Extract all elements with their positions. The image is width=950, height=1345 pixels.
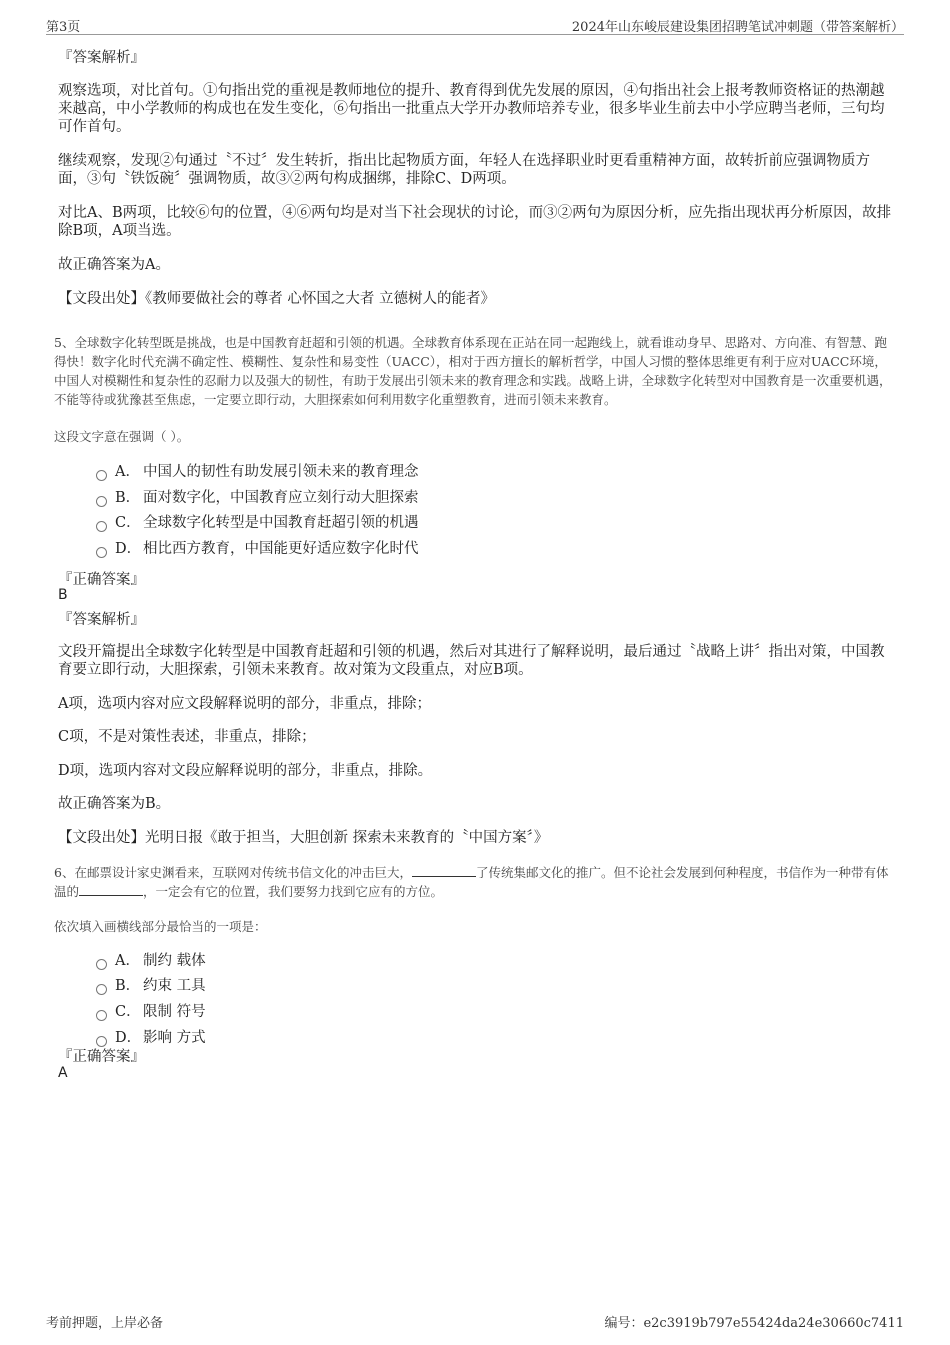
q4-analysis-label: 『答案解析』 <box>58 50 145 66</box>
q5-answer: B <box>58 587 68 603</box>
footer-slogan: 考前押题，上岸必备 <box>46 1316 164 1331</box>
q6-answer: A <box>58 1065 68 1081</box>
q5-option-b[interactable]: B． 面对数字化，中国教育应立刻行动大胆探索 <box>96 489 419 507</box>
radio-icon[interactable] <box>96 984 107 995</box>
q6-option-b[interactable]: B． 约束 工具 <box>96 977 206 995</box>
page-header <box>46 14 904 35</box>
q4-analysis-para1: 观察选项，对比首句。①句指出党的重视是教师地位的提升、教育得到优先发展的原因，④句指出社会上报考教师资格证的热潮越来越高，中小学教师的构成也在发生变化，⑥句指出一批重点大学开办教师培养专业，很多毕业生前去中小学应聘当老师，三句均可作首句。 <box>58 83 885 135</box>
q5-analysis-para1: 文段开篇提出全球数字化转型是中国教育赶超和引领的机遇，然后对其进行了解释说明，最后通过〝战略上讲〞指出对策，中国教育要立即行动，大胆探索，引领未来教育。故对策为文段重点，对应B项。 <box>58 644 885 678</box>
document-title: 2024年山东峻辰建设集团招聘笔试冲刺题（带答案解析） <box>571 20 904 35</box>
q4-source: 【文段出处】《教师要做社会的尊者 心怀国之大者 立德树人的能者》 <box>58 291 495 307</box>
q6-answer-label: 『正确答案』 <box>58 1049 145 1065</box>
q5-stem: 5、全球数字化转型既是挑战，也是中国教育赶超和引领的机遇。全球教育体系现在正站在同一起跑线上，就看谁动身早、思路对、方向准、有智慧、跑得快！数字化时代充满不确定性、模糊性、复杂性和易变性（UACC），相对于西方擅长的解析哲学，中国人习惯的整体思维更有利于应对UACC环境，中国人对模糊性和复杂性的忍耐力以及强大的韧性，有助于发展出引领未来的教育理念和实践。战略上讲，全球数字化转型对中国教育是一次重要机遇，不能等待或犹豫甚至焦虑，一定要立即行动，大胆探索如何利用数字化重塑教育，进而引领未来教育。 <box>54 335 892 407</box>
q6-option-c[interactable]: C． 限制 符号 <box>96 1003 206 1021</box>
radio-icon[interactable] <box>96 521 107 532</box>
radio-icon[interactable] <box>96 1010 107 1021</box>
radio-icon[interactable] <box>96 959 107 970</box>
fill-blank-1 <box>412 864 476 877</box>
q5-source: 【文段出处】光明日报《敢于担当，大胆创新 探索未来教育的〝中国方案〞》 <box>58 830 549 846</box>
q4-analysis-para2: 继续观察，发现②句通过〝不过〞发生转折，指出比起物质方面，年轻人在选择职业时更看重精神方面，故转折前应强调物质方面，③句〝铁饭碗〞强调物质，故③②两句构成捆绑，排除C、D两项。 <box>58 153 870 187</box>
radio-icon[interactable] <box>96 496 107 507</box>
q5-conclusion: 故正确答案为B。 <box>58 796 171 812</box>
q5-option-a[interactable]: A． 中国人的韧性有助发展引领未来的教育理念 <box>96 463 419 481</box>
q5-analysis-para2: A项，选项内容对应文段解释说明的部分，非重点，排除； <box>58 696 431 712</box>
q5-option-c[interactable]: C． 全球数字化转型是中国教育赶超引领的机遇 <box>96 514 419 532</box>
document-code: 编号：e2c3919b797e55424da24e30660c7411 <box>604 1316 904 1331</box>
q5-question: 这段文字意在强调（ ）。 <box>54 429 190 444</box>
q5-answer-label: 『正确答案』 <box>58 572 145 588</box>
q6-option-a[interactable]: A． 制约 载体 <box>96 952 206 970</box>
page-number: 第3页 <box>46 20 81 35</box>
radio-icon[interactable] <box>96 470 107 481</box>
q5-analysis-para4: D项，选项内容对文段应解释说明的部分，非重点，排除。 <box>58 763 433 779</box>
q6-question: 依次填入画横线部分最恰当的一项是： <box>54 919 267 934</box>
q5-option-d[interactable]: D． 相比西方教育，中国能更好适应数字化时代 <box>96 540 419 558</box>
q5-analysis-para3: C项，不是对策性表述，非重点，排除； <box>58 729 316 745</box>
q4-conclusion: 故正确答案为A。 <box>58 257 170 273</box>
fill-blank-2 <box>79 883 143 896</box>
q6-stem: 6、在邮票设计家史渊看来，互联网对传统书信文化的冲击巨大， 了传统集邮文化的推广。但不论社会发展到何种程度，书信作为一种带有体温的 ，一定会有它的位置，我们要努力找到它应有的方位。 <box>54 865 889 899</box>
q4-analysis-para3: 对比A、B两项，比较⑥句的位置，④⑥两句均是对当下社会现状的讨论，而③②两句为原因分析，应先指出现状再分析原因，故排除B项，A项当选。 <box>58 205 892 239</box>
radio-icon[interactable] <box>96 547 107 558</box>
q5-analysis-label: 『答案解析』 <box>58 612 145 628</box>
q6-option-d[interactable]: D． 影响 方式 <box>96 1029 206 1047</box>
